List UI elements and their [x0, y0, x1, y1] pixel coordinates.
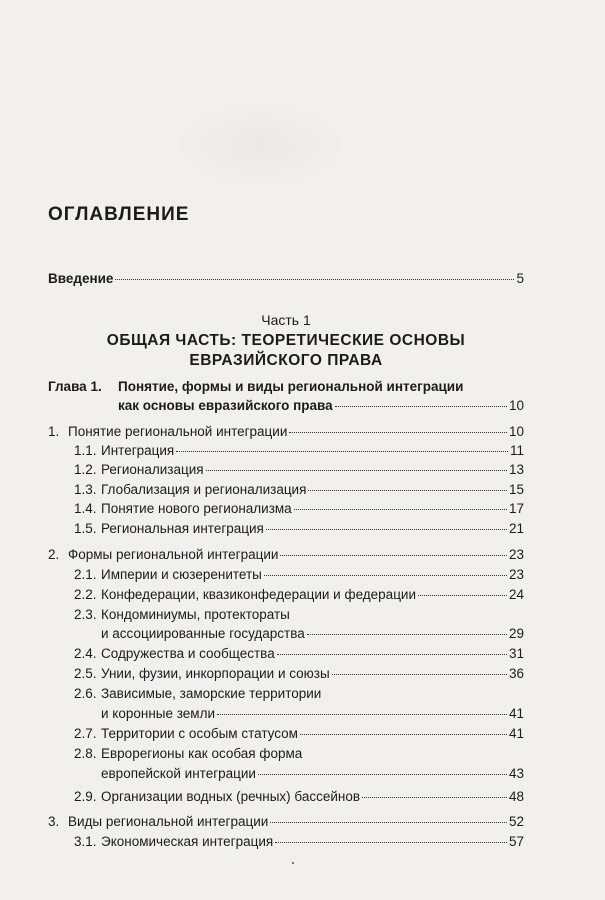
entry-label: Организации водных (речных) бассейнов	[101, 789, 361, 804]
part-title-line2: ЕВРАЗИЙСКОГО ПРАВА	[189, 352, 383, 369]
chapter-title-line2: как основы евразийского права	[118, 398, 333, 413]
toc-entry-2-3-line1[interactable]	[74, 606, 290, 624]
page-number: 5	[516, 271, 524, 286]
entry-number: 2.2.	[74, 587, 97, 602]
toc-entry-2-9[interactable]	[74, 788, 524, 806]
page-number: 24	[508, 587, 524, 602]
toc-entry-2-8-line2[interactable]	[101, 765, 524, 783]
page-number: 23	[508, 567, 524, 582]
entry-label: Понятие нового регионализма	[101, 501, 292, 516]
chapter-number: Глава 1.	[48, 379, 102, 394]
leader-dots	[258, 774, 507, 775]
print-speck	[292, 862, 294, 864]
page-number: 57	[508, 834, 524, 849]
leader-dots	[308, 490, 507, 491]
entry-number: 1.	[48, 424, 60, 439]
page-number: 43	[508, 766, 524, 781]
entry-number: 1.1.	[74, 443, 97, 458]
leader-dots	[418, 595, 507, 596]
toc-entry-1-5[interactable]	[74, 520, 524, 538]
leader-dots	[270, 822, 507, 823]
entry-number: 1.3.	[74, 482, 97, 497]
page-number: 10	[508, 398, 524, 413]
entry-label: Содружества и сообщества	[101, 646, 275, 661]
page-number: 11	[509, 443, 524, 458]
toc-entry-2-2[interactable]	[74, 586, 524, 604]
toc-entry-1-3[interactable]	[74, 481, 524, 499]
entry-label-line2: и ассоциированные государства	[101, 626, 305, 641]
leader-dots	[362, 797, 507, 798]
entry-label: Унии, фузии, инкорпорации и союзы	[101, 666, 330, 681]
entry-label-line1: Еврорегионы как особая форма	[101, 746, 303, 761]
leader-dots	[176, 451, 508, 452]
entry-label: Формы региональной интеграции	[68, 547, 279, 562]
leader-dots	[280, 555, 507, 556]
leader-dots	[307, 634, 507, 635]
entry-number: 1.2.	[74, 462, 97, 477]
leader-dots	[217, 714, 507, 715]
toc-entry-sec3[interactable]	[48, 813, 524, 831]
entry-number: 1.4.	[74, 501, 97, 516]
entry-label-line2: европейской интеграции	[101, 766, 256, 781]
toc-entry-2-3-line2[interactable]	[101, 625, 524, 643]
entry-label: Понятие региональной интеграции	[68, 424, 288, 439]
page-number: 13	[508, 462, 524, 477]
entry-number: 2.6.	[74, 686, 97, 701]
toc-entry-3-1[interactable]	[74, 833, 524, 851]
page-number: 36	[508, 666, 524, 681]
page-number: 52	[508, 814, 524, 829]
page-number: 23	[508, 547, 524, 562]
leader-dots	[300, 734, 507, 735]
leader-dots	[332, 674, 507, 675]
toc-entry-intro[interactable]	[48, 270, 524, 288]
toc-entry-1-1[interactable]	[74, 442, 524, 460]
entry-label: Введение	[48, 271, 114, 286]
entry-label: Империи и сюзеренитеты	[101, 567, 262, 582]
entry-number: 2.5.	[74, 666, 97, 681]
leader-dots	[266, 529, 507, 530]
entry-label: Глобализация и регионализация	[101, 482, 307, 497]
entry-number: 2.1.	[74, 567, 97, 582]
entry-label: Конфедерации, квазиконфедерации и федерации	[101, 587, 417, 602]
toc-entry-2-6-line1[interactable]	[74, 685, 321, 703]
leader-dots	[289, 432, 507, 433]
toc-entry-2-5[interactable]	[74, 665, 524, 683]
entry-label-line1: Зависимые, заморские территории	[101, 686, 322, 701]
part-title-line1: ОБЩАЯ ЧАСТЬ: ТЕОРЕТИЧЕСКИЕ ОСНОВЫ	[106, 332, 466, 349]
page-number: 48	[508, 789, 524, 804]
toc-entry-2-6-line2[interactable]	[101, 705, 524, 723]
page-title: ОГЛАВЛЕНИЕ	[48, 204, 190, 225]
leader-dots	[294, 509, 507, 510]
entry-number: 2.9.	[74, 789, 97, 804]
entry-label: Региональная интеграция	[101, 521, 264, 536]
entry-number: 2.4.	[74, 646, 97, 661]
page-number: 41	[508, 726, 524, 741]
toc-entry-sec1[interactable]	[48, 423, 524, 441]
toc-entry-1-4[interactable]	[74, 500, 524, 518]
page-number: 10	[508, 424, 524, 439]
page-number: 31	[508, 646, 524, 661]
leader-dots	[275, 842, 507, 843]
toc-entry-2-4[interactable]	[74, 645, 524, 663]
toc-entry-sec2[interactable]	[48, 546, 524, 564]
leader-dots	[335, 406, 507, 407]
chapter-title-line2-row[interactable]	[118, 397, 524, 415]
part-label: Часть 1	[261, 312, 311, 328]
entry-label-line1: Кондоминиумы, протектораты	[101, 607, 290, 622]
page-number: 21	[508, 521, 524, 536]
entry-label: Территории с особым статусом	[101, 726, 298, 741]
leader-dots	[115, 279, 514, 280]
leader-dots	[277, 654, 507, 655]
entry-number: 1.5.	[74, 521, 97, 536]
entry-number: 2.7.	[74, 726, 97, 741]
bleed-through-shadow	[170, 100, 350, 190]
entry-number: 3.1.	[74, 834, 97, 849]
toc-entry-1-2[interactable]	[74, 461, 524, 479]
entry-label: Экономическая интеграция	[101, 834, 274, 849]
toc-entry-2-8-line1[interactable]	[74, 745, 302, 763]
entry-label: Виды региональной интеграции	[68, 814, 269, 829]
toc-entry-2-7[interactable]	[74, 725, 524, 743]
leader-dots	[206, 470, 507, 471]
chapter-title-line1: Понятие, формы и виды региональной интеграции	[118, 379, 464, 394]
entry-number: 2.	[48, 547, 60, 562]
page-number: 41	[508, 706, 524, 721]
page-number: 15	[508, 482, 524, 497]
entry-label-line2: и коронные земли	[101, 706, 215, 721]
leader-dots	[264, 575, 507, 576]
entry-number: 2.8.	[74, 746, 97, 761]
toc-entry-2-1[interactable]	[74, 566, 524, 584]
entry-label: Регионализация	[101, 462, 204, 477]
entry-label: Интеграция	[101, 443, 175, 458]
chapter-heading[interactable]	[48, 378, 463, 396]
page-number: 29	[508, 626, 524, 641]
page-number: 17	[508, 501, 524, 516]
entry-number: 3.	[48, 814, 60, 829]
entry-number: 2.3.	[74, 607, 97, 622]
